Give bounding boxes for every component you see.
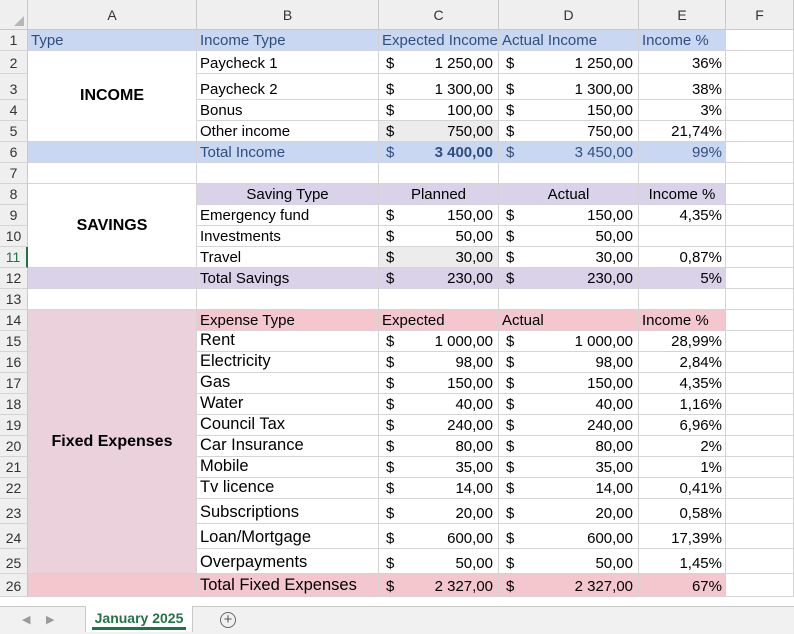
cell-c2[interactable] — [379, 51, 499, 74]
cell-e23[interactable]: 0,58% — [639, 499, 726, 524]
cell-f23[interactable] — [726, 499, 794, 524]
cell-c22[interactable] — [379, 478, 499, 499]
cell-d18[interactable] — [499, 394, 639, 415]
currency-symbol: $ — [506, 228, 515, 245]
cell-value: 50,00 — [595, 555, 633, 572]
currency-symbol: $ — [386, 55, 395, 72]
row-header-14[interactable]: 14 — [0, 310, 28, 331]
cell-e1[interactable]: Income % — [639, 30, 726, 51]
currency-symbol: $ — [506, 396, 515, 413]
cell-d22[interactable] — [499, 478, 639, 499]
cell-d25[interactable] — [499, 549, 639, 574]
cell-value: 2 327,00 — [434, 578, 493, 595]
cell-e16[interactable]: 2,84% — [639, 352, 726, 373]
currency-symbol: $ — [386, 438, 395, 455]
currency-symbol: $ — [386, 354, 395, 371]
currency-symbol: $ — [386, 249, 395, 266]
column-header-e[interactable]: E — [639, 0, 726, 30]
cell-f26[interactable] — [726, 574, 794, 597]
currency-symbol: $ — [506, 144, 515, 161]
cell-value: 1 000,00 — [574, 333, 633, 350]
cell-d23[interactable] — [499, 499, 639, 524]
cell-b22[interactable]: Tv licence — [197, 478, 379, 499]
cell-d16[interactable] — [499, 352, 639, 373]
cell-b4[interactable]: Bonus — [197, 100, 379, 121]
currency-symbol: $ — [506, 578, 515, 595]
currency-symbol: $ — [386, 417, 395, 434]
column-header-a[interactable]: A — [28, 0, 197, 30]
cell-c24[interactable] — [379, 524, 499, 549]
currency-symbol: $ — [386, 530, 395, 547]
next-sheet-icon[interactable]: ▶ — [46, 614, 55, 626]
currency-symbol: $ — [386, 555, 395, 572]
currency-symbol: $ — [506, 249, 515, 266]
cell-a1[interactable]: Type — [28, 30, 197, 51]
cell-value: 150,00 — [447, 207, 493, 224]
row-header-25[interactable]: 25 — [0, 549, 28, 574]
row-header-22[interactable]: 22 — [0, 478, 28, 499]
cell-d19[interactable] — [499, 415, 639, 436]
row-header-12[interactable]: 12 — [0, 268, 28, 289]
cell-f21[interactable] — [726, 457, 794, 478]
currency-symbol: $ — [506, 480, 515, 497]
cell-d4[interactable] — [499, 100, 639, 121]
cell-value: 80,00 — [595, 438, 633, 455]
cell-value: 100,00 — [447, 102, 493, 119]
currency-symbol: $ — [386, 396, 395, 413]
cell-value: 40,00 — [595, 396, 633, 413]
cell-e12[interactable]: 5% — [639, 268, 726, 289]
cell-b7[interactable] — [197, 163, 379, 184]
cell-c3[interactable] — [379, 74, 499, 100]
cell-value: 50,00 — [455, 228, 493, 245]
cell-c7[interactable] — [379, 163, 499, 184]
cell-f13[interactable] — [726, 289, 794, 310]
currency-symbol: $ — [506, 375, 515, 392]
cell-b1[interactable]: Income Type — [197, 30, 379, 51]
cell-f25[interactable] — [726, 549, 794, 574]
row-header-18[interactable]: 18 — [0, 394, 28, 415]
cell-e14[interactable]: Income % — [639, 310, 726, 331]
cell-e6[interactable]: 99% — [639, 142, 726, 163]
currency-symbol: $ — [386, 375, 395, 392]
cell-b5[interactable]: Other income — [197, 121, 379, 142]
cell-value: 1 000,00 — [434, 333, 493, 350]
cell-value: 600,00 — [447, 530, 493, 547]
cell-b23[interactable]: Subscriptions — [197, 499, 379, 524]
cell-c6[interactable] — [379, 142, 499, 163]
cell-value: 1 250,00 — [574, 55, 633, 72]
cell-value: 2 327,00 — [574, 578, 633, 595]
cell-c20[interactable] — [379, 436, 499, 457]
cell-d17[interactable] — [499, 373, 639, 394]
cell-f1[interactable] — [726, 30, 794, 51]
cell-value: 750,00 — [587, 123, 633, 140]
currency-symbol: $ — [386, 505, 395, 522]
cell-e9[interactable]: 4,35% — [639, 205, 726, 226]
currency-symbol: $ — [386, 102, 395, 119]
cell-value: 40,00 — [455, 396, 493, 413]
column-header-b[interactable]: B — [197, 0, 379, 30]
cell-value: 240,00 — [447, 417, 493, 434]
currency-symbol: $ — [506, 270, 515, 287]
row-header-7[interactable]: 7 — [0, 163, 28, 184]
cell-c18[interactable] — [379, 394, 499, 415]
cell-e25[interactable]: 1,45% — [639, 549, 726, 574]
row-header-20[interactable]: 20 — [0, 436, 28, 457]
cell-c9[interactable] — [379, 205, 499, 226]
row-header-21[interactable]: 21 — [0, 457, 28, 478]
cell-d9[interactable] — [499, 205, 639, 226]
cell-d10[interactable] — [499, 226, 639, 247]
cell-value: 3 400,00 — [434, 144, 493, 161]
currency-symbol: $ — [506, 417, 515, 434]
cell-f6[interactable] — [726, 142, 794, 163]
currency-symbol: $ — [506, 354, 515, 371]
cell-value: 20,00 — [595, 505, 633, 522]
cell-c23[interactable] — [379, 499, 499, 524]
cell-c12[interactable] — [379, 268, 499, 289]
row-header-13[interactable]: 13 — [0, 289, 28, 310]
cell-e3[interactable]: 38% — [639, 74, 726, 100]
cell-value: 230,00 — [587, 270, 633, 287]
cell-b17[interactable]: Gas — [197, 373, 379, 394]
cell-value: 600,00 — [587, 530, 633, 547]
fixed-expenses-section-title[interactable]: Fixed Expenses — [28, 310, 197, 574]
cell-c16[interactable] — [379, 352, 499, 373]
cell-value: 150,00 — [587, 375, 633, 392]
cell-d5[interactable] — [499, 121, 639, 142]
cell-f22[interactable] — [726, 478, 794, 499]
cell-d7[interactable] — [499, 163, 639, 184]
cell-value: 240,00 — [587, 417, 633, 434]
cell-c21[interactable] — [379, 457, 499, 478]
cell-d11[interactable] — [499, 247, 639, 268]
cell-f9[interactable] — [726, 205, 794, 226]
row-header-23[interactable]: 23 — [0, 499, 28, 524]
row-header-2[interactable]: 2 — [0, 51, 28, 74]
cell-f8[interactable] — [726, 184, 794, 205]
cell-a7[interactable] — [28, 163, 197, 184]
sheet-tab-bar — [0, 606, 794, 634]
cell-d1[interactable]: Actual Income — [499, 30, 639, 51]
currency-symbol: $ — [386, 207, 395, 224]
row-header-16[interactable]: 16 — [0, 352, 28, 373]
currency-symbol: $ — [386, 228, 395, 245]
currency-symbol: $ — [506, 530, 515, 547]
cell-c17[interactable] — [379, 373, 499, 394]
cell-d3[interactable] — [499, 74, 639, 100]
cell-b25[interactable]: Overpayments — [197, 549, 379, 574]
cell-e8[interactable]: Income % — [639, 184, 726, 205]
cell-a13[interactable] — [28, 289, 197, 310]
cell-value: 150,00 — [587, 207, 633, 224]
cell-b9[interactable]: Emergency fund — [197, 205, 379, 226]
cell-b19[interactable]: Council Tax — [197, 415, 379, 436]
row-header-26[interactable]: 26 — [0, 574, 28, 597]
cell-f4[interactable] — [726, 100, 794, 121]
cell-d13[interactable] — [499, 289, 639, 310]
cell-c13[interactable] — [379, 289, 499, 310]
cell-d6[interactable] — [499, 142, 639, 163]
cell-f20[interactable] — [726, 436, 794, 457]
cell-e13[interactable] — [639, 289, 726, 310]
cell-b3[interactable]: Paycheck 2 — [197, 74, 379, 100]
currency-symbol: $ — [506, 505, 515, 522]
cell-f15[interactable] — [726, 331, 794, 352]
savings-section-title[interactable]: SAVINGS — [28, 184, 197, 268]
cell-b18[interactable]: Water — [197, 394, 379, 415]
row-header-5[interactable]: 5 — [0, 121, 28, 142]
currency-symbol: $ — [386, 333, 395, 350]
cell-b15[interactable]: Rent — [197, 331, 379, 352]
currency-symbol: $ — [386, 81, 395, 98]
row-header-10[interactable]: 10 — [0, 226, 28, 247]
cell-value: 1 250,00 — [434, 55, 493, 72]
cell-value: 30,00 — [455, 249, 493, 266]
cell-b10[interactable]: Investments — [197, 226, 379, 247]
cell-b13[interactable] — [197, 289, 379, 310]
currency-symbol: $ — [506, 459, 515, 476]
cell-d20[interactable] — [499, 436, 639, 457]
cell-d21[interactable] — [499, 457, 639, 478]
cell-a26[interactable] — [28, 574, 197, 597]
column-header-c[interactable]: C — [379, 0, 499, 30]
cell-e17[interactable]: 4,35% — [639, 373, 726, 394]
sheet-tab-january-2025[interactable]: January 2025 — [85, 606, 193, 632]
cell-f16[interactable] — [726, 352, 794, 373]
currency-symbol: $ — [506, 555, 515, 572]
cell-value: 50,00 — [595, 228, 633, 245]
select-all-corner[interactable] — [0, 0, 28, 30]
cell-value: 750,00 — [447, 123, 493, 140]
cell-a6[interactable] — [28, 142, 197, 163]
cell-b24[interactable]: Loan/Mortgage — [197, 524, 379, 549]
cell-e11[interactable]: 0,87% — [639, 247, 726, 268]
currency-symbol: $ — [386, 270, 395, 287]
cell-b20[interactable]: Car Insurance — [197, 436, 379, 457]
cell-e20[interactable]: 2% — [639, 436, 726, 457]
column-header-d[interactable]: D — [499, 0, 639, 30]
column-header-f[interactable]: F — [726, 0, 794, 30]
cell-c26[interactable] — [379, 574, 499, 597]
cell-c5[interactable] — [379, 121, 499, 142]
prev-sheet-icon[interactable]: ◀ — [22, 614, 31, 626]
cell-c10[interactable] — [379, 226, 499, 247]
cell-value: 35,00 — [595, 459, 633, 476]
cell-value: 20,00 — [455, 505, 493, 522]
cell-value: 30,00 — [595, 249, 633, 266]
cell-value: 1 300,00 — [434, 81, 493, 98]
row-header-19[interactable]: 19 — [0, 415, 28, 436]
cell-b21[interactable]: Mobile — [197, 457, 379, 478]
cell-b8[interactable]: Saving Type — [197, 184, 379, 205]
cell-d2[interactable] — [499, 51, 639, 74]
currency-symbol: $ — [506, 123, 515, 140]
cell-value: 35,00 — [455, 459, 493, 476]
cell-c25[interactable] — [379, 549, 499, 574]
cell-f12[interactable] — [726, 268, 794, 289]
cell-f11[interactable] — [726, 247, 794, 268]
row-header-3[interactable]: 3 — [0, 74, 28, 100]
cell-b12[interactable]: Total Savings — [197, 268, 379, 289]
currency-symbol: $ — [506, 102, 515, 119]
cell-value: 150,00 — [447, 375, 493, 392]
cell-b6[interactable]: Total Income — [197, 142, 379, 163]
row-header-11[interactable]: 11 — [0, 247, 28, 268]
cell-e5[interactable]: 21,74% — [639, 121, 726, 142]
cell-e19[interactable]: 6,96% — [639, 415, 726, 436]
cell-c4[interactable] — [379, 100, 499, 121]
cell-f14[interactable] — [726, 310, 794, 331]
cell-f5[interactable] — [726, 121, 794, 142]
cell-c15[interactable] — [379, 331, 499, 352]
cell-b14[interactable]: Expense Type — [197, 310, 379, 331]
cell-b16[interactable]: Electricity — [197, 352, 379, 373]
cell-value: 3 450,00 — [574, 144, 633, 161]
cell-f10[interactable] — [726, 226, 794, 247]
row-header-6[interactable]: 6 — [0, 142, 28, 163]
cell-f7[interactable] — [726, 163, 794, 184]
row-header-9[interactable]: 9 — [0, 205, 28, 226]
currency-symbol: $ — [386, 459, 395, 476]
cell-value: 1 300,00 — [574, 81, 633, 98]
cell-value: 14,00 — [595, 480, 633, 497]
currency-symbol: $ — [386, 144, 395, 161]
currency-symbol: $ — [506, 438, 515, 455]
cell-e24[interactable]: 17,39% — [639, 524, 726, 549]
cell-c1[interactable]: Expected Income — [379, 30, 499, 51]
cell-e22[interactable]: 0,41% — [639, 478, 726, 499]
cell-f18[interactable] — [726, 394, 794, 415]
currency-symbol: $ — [386, 123, 395, 140]
cell-c8[interactable]: Planned — [379, 184, 499, 205]
currency-symbol: $ — [506, 55, 515, 72]
cell-value: 80,00 — [455, 438, 493, 455]
income-section-title[interactable]: INCOME — [28, 51, 197, 142]
cell-e10[interactable] — [639, 226, 726, 247]
cell-d26[interactable] — [499, 574, 639, 597]
cell-e15[interactable]: 28,99% — [639, 331, 726, 352]
cell-d12[interactable] — [499, 268, 639, 289]
row-header-17[interactable]: 17 — [0, 373, 28, 394]
currency-symbol: $ — [386, 480, 395, 497]
cell-e7[interactable] — [639, 163, 726, 184]
row-header-15[interactable]: 15 — [0, 331, 28, 352]
cell-b26[interactable]: Total Fixed Expenses — [197, 574, 379, 597]
cell-value: 98,00 — [595, 354, 633, 371]
currency-symbol: $ — [506, 81, 515, 98]
row-header-24[interactable]: 24 — [0, 524, 28, 549]
cell-b2[interactable]: Paycheck 1 — [197, 51, 379, 74]
cell-c19[interactable] — [379, 415, 499, 436]
cell-e26[interactable]: 67% — [639, 574, 726, 597]
cell-value: 50,00 — [455, 555, 493, 572]
currency-symbol: $ — [506, 207, 515, 224]
cell-f24[interactable] — [726, 524, 794, 549]
cell-d24[interactable] — [499, 524, 639, 549]
cell-f3[interactable] — [726, 74, 794, 100]
row-header-1[interactable]: 1 — [0, 30, 28, 51]
cell-d15[interactable] — [499, 331, 639, 352]
cell-d14[interactable]: Actual — [499, 310, 639, 331]
cell-d8[interactable]: Actual — [499, 184, 639, 205]
add-sheet-icon[interactable]: + — [220, 612, 236, 628]
cell-value: 150,00 — [587, 102, 633, 119]
cell-b11[interactable]: Travel — [197, 247, 379, 268]
cell-a12[interactable] — [28, 268, 197, 289]
cell-e18[interactable]: 1,16% — [639, 394, 726, 415]
cell-f19[interactable] — [726, 415, 794, 436]
row-header-4[interactable]: 4 — [0, 100, 28, 121]
currency-symbol: $ — [386, 578, 395, 595]
cell-e2[interactable]: 36% — [639, 51, 726, 74]
cell-f17[interactable] — [726, 373, 794, 394]
cell-f2[interactable] — [726, 51, 794, 74]
cell-c11[interactable] — [379, 247, 499, 268]
currency-symbol: $ — [506, 333, 515, 350]
cell-value: 14,00 — [455, 480, 493, 497]
cell-e4[interactable]: 3% — [639, 100, 726, 121]
cell-value: 98,00 — [455, 354, 493, 371]
cell-e21[interactable]: 1% — [639, 457, 726, 478]
row-header-8[interactable]: 8 — [0, 184, 28, 205]
cell-value: 230,00 — [447, 270, 493, 287]
cell-c14[interactable]: Expected — [379, 310, 499, 331]
